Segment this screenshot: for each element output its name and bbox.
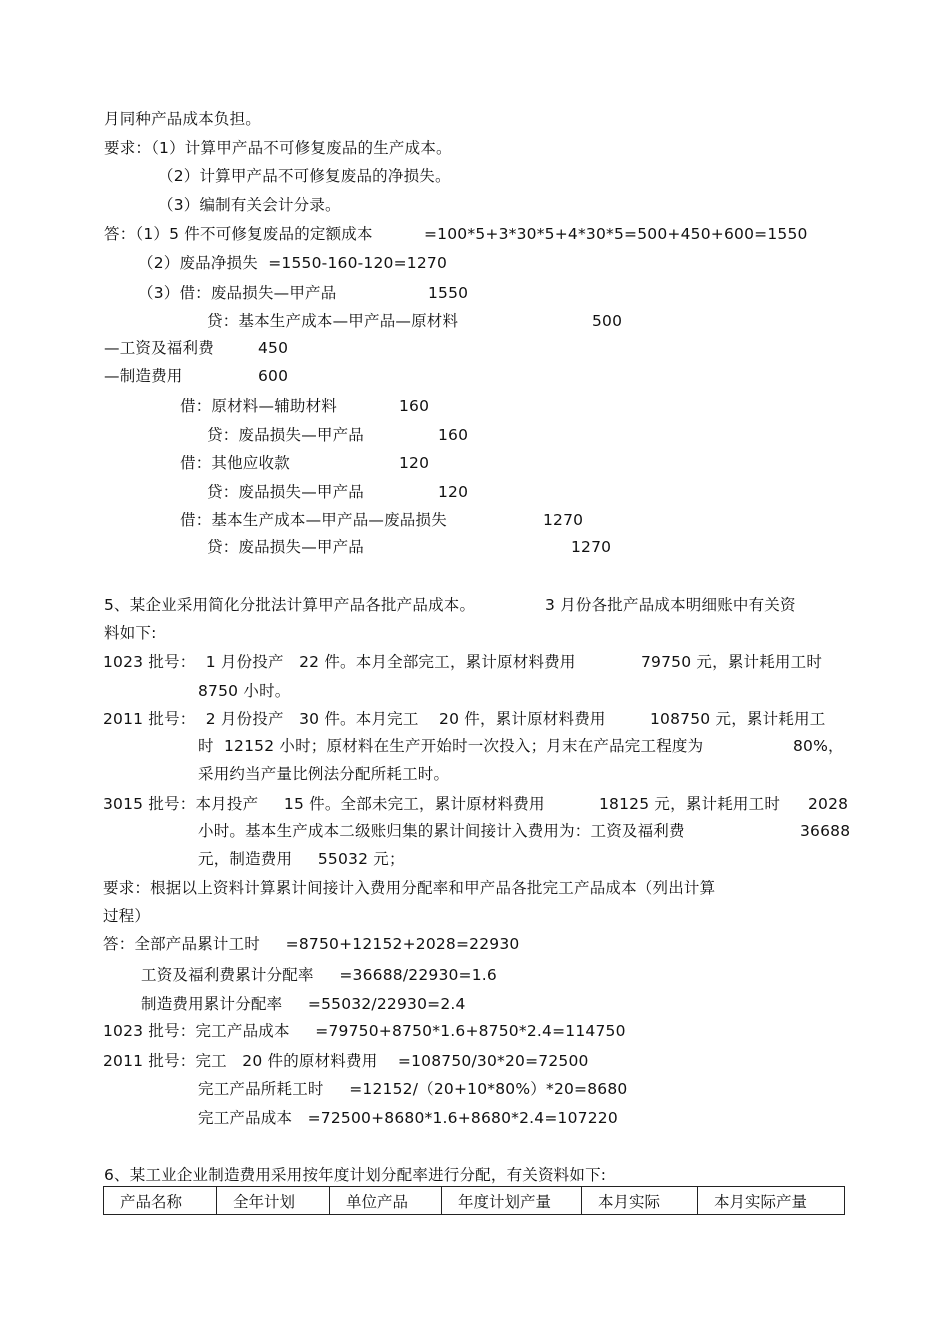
journal-entry-amount: 1550 <box>428 284 469 302</box>
batch-info: 采用约当产量比例法分配所耗工时。 <box>198 765 450 783</box>
table-header-cell: 全年计划 <box>217 1187 330 1215</box>
journal-entry-account: （3）借：废品损失—甲产品 <box>138 284 337 302</box>
batch-info: 元，制造费用 55032 元； <box>198 850 405 868</box>
data-table <box>103 1186 845 1215</box>
answer-line: 制造费用累计分配率 =55032/22930=2.4 <box>141 995 466 1013</box>
answer-line: 答：全部产品累计工时 =8750+12152+2028=22930 <box>103 935 520 953</box>
journal-entry-amount: 450 <box>258 339 289 357</box>
problem-heading: 3 月份各批产品成本明细账中有关资 <box>545 596 796 614</box>
journal-entry-amount: 1270 <box>543 511 584 529</box>
text-line: 料如下: <box>104 624 157 642</box>
table-header-cell: 单位产品 <box>330 1187 442 1215</box>
answer-line: 2011 批号：完工 20 件的原材料费用 =108750/30*20=72500 <box>103 1052 589 1070</box>
journal-entry-account: 借：原材料—辅助材料 <box>180 397 338 415</box>
batch-info: 80%， <box>793 737 844 755</box>
journal-entry-account: 借：其他应收款 <box>180 454 290 472</box>
answer-line: （2）废品净损失 =1550-160-120=1270 <box>138 254 448 272</box>
answer-line: 完工产品所耗工时 =12152/（20+10*80%）*20=8680 <box>198 1080 628 1098</box>
journal-entry-account: 贷：基本生产成本—甲产品—原材料 <box>207 312 459 330</box>
table-header-cell: 本月实际产量 <box>698 1187 845 1215</box>
journal-entry-amount: 160 <box>438 426 469 444</box>
answer-formula: =100*5+3*30*5+4*30*5=500+450+600=1550 <box>424 225 808 243</box>
table-header-row <box>104 1187 845 1215</box>
batch-info: 18125 元，累计耗用工时 <box>599 795 781 813</box>
journal-entry-amount: 160 <box>399 397 430 415</box>
journal-entry-account: 贷：废品损失—甲产品 <box>207 483 365 501</box>
text-line: 月同种产品成本负担。 <box>104 110 262 128</box>
batch-info: 时 12152 小时；原材料在生产开始时一次投入；月末在产品完工程度为 <box>198 737 704 755</box>
journal-entry-amount: 120 <box>438 483 469 501</box>
journal-entry-amount: 120 <box>399 454 430 472</box>
journal-entry-amount: 600 <box>258 367 289 385</box>
batch-info: 小时。基本生产成本二级账归集的累计间接计入费用为：工资及福利费 <box>198 822 685 840</box>
requirement-line: （2）计算甲产品不可修复废品的净损失。 <box>158 167 451 185</box>
answer-line: 完工产品成本 =72500+8680*1.6+8680*2.4=107220 <box>198 1109 618 1127</box>
answer-line: 答：（1）5 件不可修复废品的定额成本 <box>104 225 373 243</box>
requirement-line: 要求：（1）计算甲产品不可修复废品的生产成本。 <box>104 139 452 157</box>
problem-heading: 5、某企业采用简化分批法计算甲产品各批产品成本。 <box>104 596 476 614</box>
requirement-line: （3）编制有关会计分录。 <box>158 196 341 214</box>
table-header-cell: 年度计划产量 <box>442 1187 582 1215</box>
problem-heading: 6、某工业企业制造费用采用按年度计划分配率进行分配，有关资料如下: <box>104 1166 607 1184</box>
batch-info: 2028 <box>808 795 849 813</box>
batch-info: 2011 批号： 2 月份投产 30 件。本月完工 20 件，累计原材料费用 <box>103 710 606 728</box>
journal-entry-account: 贷：废品损失—甲产品 <box>207 426 365 444</box>
journal-entry-account: 贷：废品损失—甲产品 <box>207 538 365 556</box>
journal-entry-account: 借：基本生产成本—甲产品—废品损失 <box>180 511 447 529</box>
requirement-line: 过程） <box>103 907 151 925</box>
batch-info: 8750 小时。 <box>198 682 291 700</box>
table-header-cell: 产品名称 <box>104 1187 217 1215</box>
batch-info: 1023 批号： 1 月份投产 22 件。本月全部完工，累计原材料费用 <box>103 653 576 671</box>
batch-info: 36688 <box>800 822 851 840</box>
requirement-line: 要求：根据以上资料计算累计间接计入费用分配率和甲产品各批完工产品成本（列出计算 <box>103 879 716 897</box>
table-header-cell: 本月实际 <box>582 1187 698 1215</box>
answer-line: 1023 批号：完工产品成本 =79750+8750*1.6+8750*2.4=114750 <box>103 1022 626 1040</box>
journal-entry-amount: 500 <box>592 312 623 330</box>
journal-entry-account: —制造费用 <box>104 367 183 385</box>
batch-info: 79750 元，累计耗用工时 <box>641 653 823 671</box>
batch-info: 108750 元，累计耗用工 <box>650 710 826 728</box>
journal-entry-amount: 1270 <box>571 538 612 556</box>
batch-info: 3015 批号：本月投产 15 件。全部未完工，累计原材料费用 <box>103 795 545 813</box>
answer-line: 工资及福利费累计分配率 =36688/22930=1.6 <box>141 966 497 984</box>
journal-entry-account: —工资及福利费 <box>104 339 214 357</box>
